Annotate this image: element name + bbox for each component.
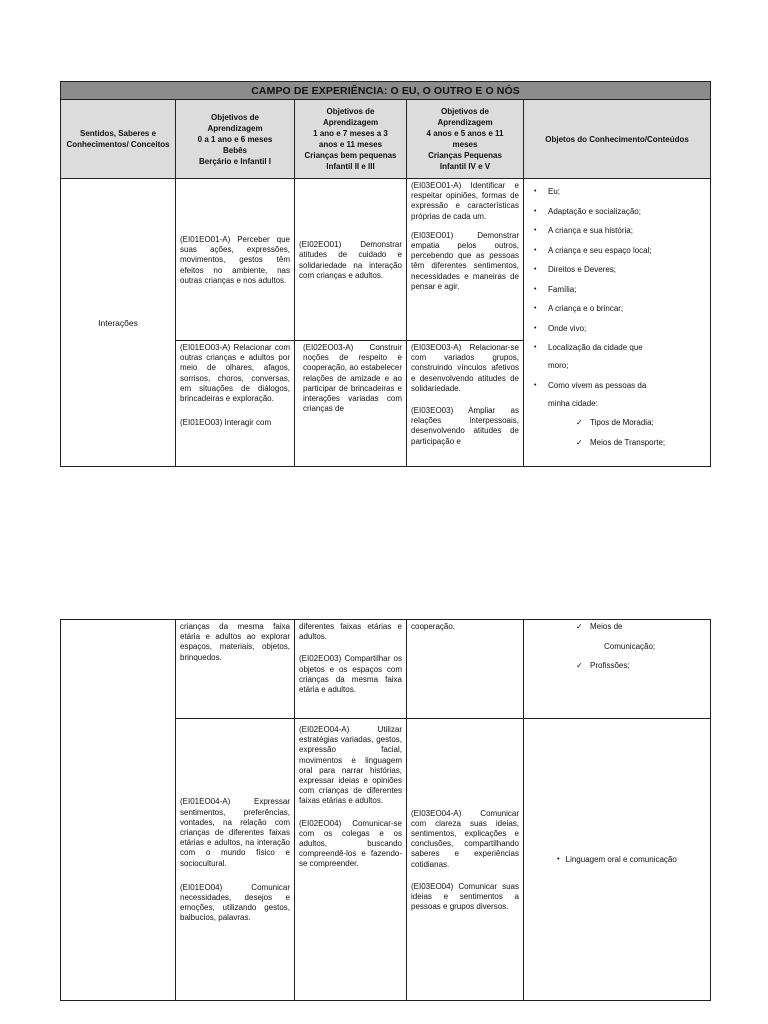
list-item: • Eu; bbox=[534, 187, 561, 196]
check-icon: ✓ bbox=[576, 418, 583, 427]
list-item: • A criança e sua história; bbox=[534, 226, 633, 235]
bullet-icon: • bbox=[534, 266, 537, 273]
bullet-icon: • bbox=[534, 188, 537, 195]
content-objects-language bbox=[524, 719, 711, 1001]
list-item: ✓ Profissões; bbox=[576, 661, 630, 670]
objective-young-eo03-continued: cooperação. bbox=[407, 620, 524, 719]
objective-babies-eo03: (EI01EO03-A) Relacionar com outras crianças e adultos por meio de olhares, afagos, sorrisos, choros, conversas, em situações de diálogos, brincadeiras e exploração. (EI01EO03) Interagir com bbox=[176, 341, 295, 467]
bullet-icon: • bbox=[534, 381, 537, 389]
objective-very-young-eo03-continued: diferentes faixas etárias e adultos. (EI02EO03) Compartilhar os objetos e os espaços com crianças da mesma faixa etária e adultos. bbox=[295, 620, 407, 719]
bullet-icon: • bbox=[557, 856, 560, 863]
bullet-icon: • bbox=[534, 344, 537, 351]
bullet-icon: • bbox=[534, 285, 537, 293]
bullet-icon: • bbox=[534, 246, 537, 254]
bullet-icon: • bbox=[534, 207, 537, 215]
objective-young-eo04: (EI03EO04-A) Comunicar com clareza suas ideias, sentimentos, explicações e conclusões, compartilhando saberes e experiências cotidianas. (EI03EO04) Comunicar suas ideias e sentimentos a pessoas e grupos diversos. bbox=[407, 719, 524, 1001]
concept-label-continued bbox=[61, 620, 176, 1001]
objective-young-eo01: (EI03EO01-A) Identificar e respeitar opiniões, formas de expressão e características próprias de cada um. (EI03EO01) Demonstrar empatia pelos outros, percebendo que as pessoas têm diferentes sentimentos, necessidades e maneiras de pensar e agir. bbox=[407, 179, 524, 341]
header-young-children: Objetivos de Aprendizagem 4 anos e 5 anos e 11 meses Crianças Pequenas Infantil IV e V bbox=[407, 100, 524, 179]
check-icon: ✓ bbox=[576, 661, 583, 670]
check-icon: ✓ bbox=[576, 622, 583, 631]
content-objects-continued bbox=[524, 620, 711, 719]
list-item: • Direitos e Deveres; bbox=[534, 265, 617, 274]
objective-very-young-eo01: (EI02EO01) Demonstrar atitudes de cuidado e solidariedade na interação com crianças e adultos. bbox=[295, 179, 407, 341]
list-item: • Como vivem as pessoas da bbox=[534, 380, 647, 390]
list-item: • Onde vivo; bbox=[534, 323, 587, 333]
bullet-icon: • bbox=[534, 227, 537, 234]
list-item: • Adaptação e socialização; bbox=[534, 206, 641, 216]
concept-label-interactions: Interações bbox=[61, 179, 176, 467]
list-item: • A criança e seu espaço local; bbox=[534, 245, 652, 255]
table-title: CAMPO DE EXPERIÊNCIA: O EU, O OUTRO E O NÓS bbox=[61, 82, 711, 100]
content-objects-list bbox=[524, 179, 711, 467]
list-item: moro; bbox=[548, 361, 569, 370]
header-babies: Objetivos de Aprendizagem 0 a 1 ano e 6 meses Bebês Berçário e Infantil I bbox=[176, 100, 295, 179]
curriculum-table-page-1 bbox=[60, 81, 711, 467]
list-item: • Linguagem oral e comunicação bbox=[557, 855, 677, 864]
curriculum-table-page-2 bbox=[60, 619, 711, 1001]
header-concepts: Sentidos, Saberes e Conhecimentos/ Conceitos bbox=[61, 100, 176, 179]
check-icon: ✓ bbox=[576, 437, 583, 447]
objective-young-eo03: (EI03EO03-A) Relacionar-se com variados grupos, construindo vínculos afetivos e desenvolvendo atitudes de solidariedade. (EI03EO03) Ampliar as relações interpessoais, desenvolvendo atitudes de participação e bbox=[407, 341, 524, 467]
list-item: • Família; bbox=[534, 284, 577, 294]
objective-very-young-eo03: (EI02EO03-A) Construir noções de respeito e cooperação, ao estabelecer relações de amizade e ao participar de brincadeiras e interações variadas com crianças de bbox=[295, 341, 407, 467]
list-item: • A criança e o brincar; bbox=[534, 304, 624, 313]
list-item: minha cidade: bbox=[548, 398, 598, 408]
list-item: ✓ Meios de Transporte; bbox=[576, 437, 666, 447]
objective-babies-eo04: (EI01EO04-A) Expressar sentimentos, preferências, vontades, na relação com crianças de diferentes faixas etárias e adultos, na interação com o mundo físico e sociocultural. (EI01EO04) Comunicar necessidades, desejos e emoções, utilizando gestos, balbucios, palavras. bbox=[176, 719, 295, 1001]
list-item: ✓ Meios de bbox=[576, 622, 623, 631]
list-item: ✓ Tipos de Moradia; bbox=[576, 418, 654, 427]
list-item: Comunicação; bbox=[604, 641, 656, 651]
objective-very-young-eo04: (EI02EO04-A) Utilizar estratégias variadas, gestos, expressão facial, movimentos e linguagem oral para narrar histórias, expressar ideias e opiniões com crianças de diferentes faixas etárias e adultos. (EI02EO04) Comunicar-se com os colegas e os adultos, buscando compreendê-los e fazendo-se compreender. bbox=[295, 719, 407, 1001]
header-content-objects: Objetos do Conhecimento/Conteúdos bbox=[524, 100, 711, 179]
objective-babies-eo01: (EI01EO01-A) Perceber que suas ações, expressões, movimentos, gestos têm efeitos no ambiente, nas outras crianças e nos adultos. bbox=[176, 179, 295, 341]
bullet-icon: • bbox=[534, 305, 537, 312]
objective-babies-eo03-continued: crianças da mesma faixa etária e adultos ao explorar espaços, materiais, objetos, brinquedos. bbox=[176, 620, 295, 719]
list-item: • Localização da cidade que bbox=[534, 343, 643, 352]
bullet-icon: • bbox=[534, 324, 537, 332]
header-very-young-children: Objetivos de Aprendizagem 1 ano e 7 meses a 3 anos e 11 meses Crianças bem pequenas Infantil II e III bbox=[295, 100, 407, 179]
